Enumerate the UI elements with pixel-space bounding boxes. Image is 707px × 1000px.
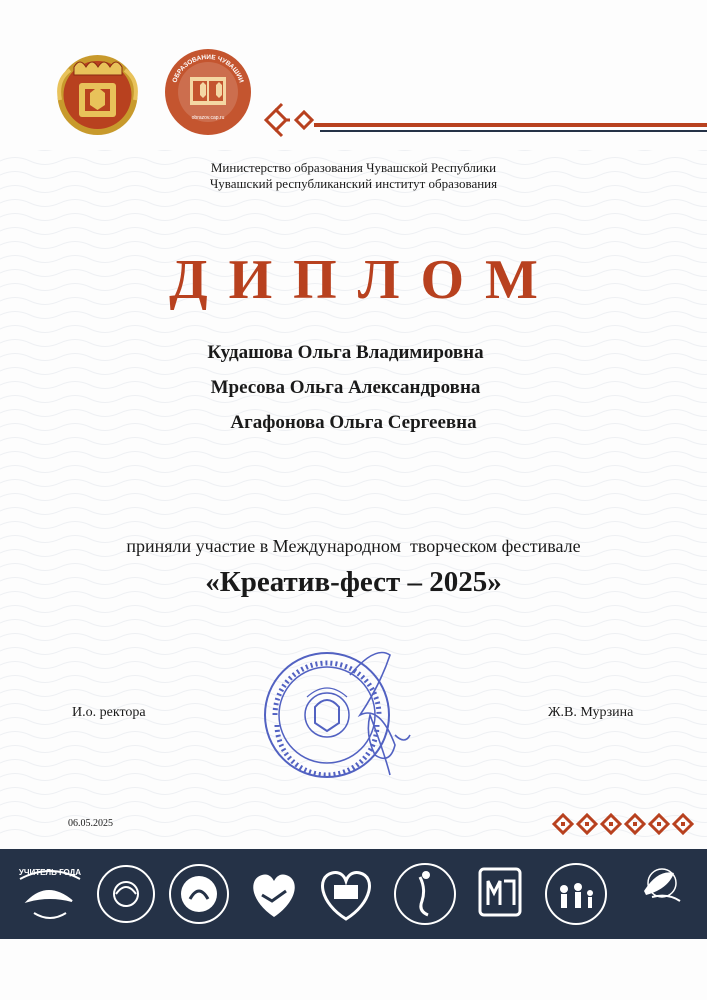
pedagogical-debut-logo-icon [94, 861, 158, 927]
heart-logo-icon [312, 861, 380, 927]
signatory-role: И.о. ректора [72, 705, 146, 720]
top-ornament-divider [262, 92, 707, 142]
recipient-name: Мресова Ольга Александровна [210, 377, 481, 398]
issue-date: 06.05.2025 [68, 818, 113, 829]
institute-name: Чувашский республиканский институт образования [209, 176, 498, 191]
pedagogical-calling-logo-icon [390, 861, 460, 927]
svg-text:ОБРАЗОВАНИЕ ЧУВАШИИ: ОБРАЗОВАНИЕ ЧУВАШИИ [171, 53, 245, 84]
svg-text:УЧИТЕЛЬ ГОДА: УЧИТЕЛЬ ГОДА [18, 868, 82, 877]
festival-name: «Креатив-фест – 2025» [205, 566, 502, 598]
hands-heart-logo-icon [244, 861, 304, 927]
best-native-language-teacher-logo-icon [622, 861, 696, 927]
diploma-title: ДИПЛОМ [169, 249, 559, 311]
family-logo-icon [540, 861, 612, 927]
recipient-name: Агафонова Ольга Сергеевна [230, 412, 477, 433]
bottom-ornament [548, 800, 707, 845]
svg-text:obrazov.cap.ru: obrazov.cap.ru [191, 115, 225, 121]
bottom-margin [0, 939, 707, 1000]
education-chuvashia-logo-icon [163, 47, 253, 137]
signatory-name: Ж.В. Мурзина [548, 705, 634, 720]
pedagogical-start-logo-icon [166, 861, 232, 927]
official-round-stamp-icon [255, 645, 430, 790]
mentor-of-the-year-logo-icon [470, 861, 530, 927]
footer-logo-band [0, 849, 707, 939]
participation-text: приняли участие в Международном творческом фестивале [126, 536, 581, 556]
teacher-of-the-year-logo-icon [14, 861, 86, 927]
ministry-name: Министерство образования Чувашской Республики [210, 160, 497, 175]
recipient-name: Кудашова Ольга Владимировна [207, 342, 484, 363]
chuvash-republic-emblem-icon [50, 45, 145, 140]
